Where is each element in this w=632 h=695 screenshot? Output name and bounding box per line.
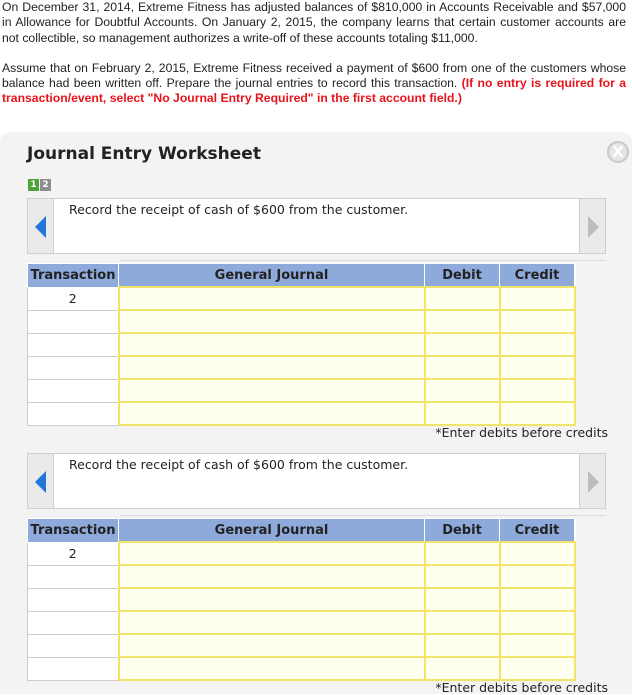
credit-field[interactable] bbox=[500, 310, 575, 333]
debits-note: *Enter debits before credits bbox=[435, 425, 608, 440]
debit-field[interactable] bbox=[425, 310, 500, 333]
transaction-cell bbox=[28, 657, 119, 680]
table-row bbox=[28, 634, 575, 657]
account-field[interactable] bbox=[119, 657, 425, 680]
step-indicator bbox=[28, 179, 51, 191]
table-header-row bbox=[28, 519, 575, 543]
transaction-cell bbox=[28, 588, 119, 611]
problem-paragraph-2-text: Assume that on February 2, 2015, Extreme Fitness received a payment of $600 from one of the customers whose balance had been written off. Prepare the journal entries to record this transaction. bbox=[2, 60, 626, 91]
column-header-transaction: Transaction bbox=[28, 519, 119, 543]
credit-field[interactable] bbox=[500, 657, 575, 680]
account-field[interactable] bbox=[119, 542, 425, 565]
column-header-general-journal: General Journal bbox=[119, 264, 425, 288]
entry-description: Record the receipt of cash of $600 from the customer. bbox=[69, 457, 409, 472]
close-button[interactable] bbox=[607, 141, 629, 163]
table-row bbox=[28, 402, 575, 425]
credit-field[interactable] bbox=[500, 611, 575, 634]
close-icon: X bbox=[612, 143, 624, 161]
arrow-right-icon bbox=[588, 471, 599, 493]
entry-description: Record the receipt of cash of $600 from the customer. bbox=[69, 202, 409, 217]
debit-field[interactable] bbox=[425, 611, 500, 634]
debit-field[interactable] bbox=[425, 402, 500, 425]
debit-field[interactable] bbox=[425, 565, 500, 588]
debit-field[interactable] bbox=[425, 657, 500, 680]
debit-field[interactable] bbox=[425, 287, 500, 310]
transaction-cell bbox=[28, 333, 119, 356]
debit-field[interactable] bbox=[425, 333, 500, 356]
account-field[interactable] bbox=[119, 402, 425, 425]
credit-field[interactable] bbox=[500, 565, 575, 588]
account-field[interactable] bbox=[119, 611, 425, 634]
table-row bbox=[28, 611, 575, 634]
transaction-cell bbox=[28, 565, 119, 588]
step-2-tab[interactable]: 2 bbox=[40, 179, 51, 191]
account-field[interactable] bbox=[119, 333, 425, 356]
instruction-text: (If no entry is required for a transaction/event, select "No Journal Entry Required" in the first account field.) bbox=[2, 76, 627, 106]
arrow-left-icon bbox=[35, 216, 46, 238]
table-row bbox=[28, 588, 575, 611]
table-header-row bbox=[28, 264, 575, 288]
debit-field[interactable] bbox=[425, 542, 500, 565]
next-entry-button[interactable] bbox=[579, 199, 605, 253]
table-row bbox=[28, 542, 575, 565]
previous-entry-button[interactable] bbox=[28, 454, 54, 508]
transaction-cell bbox=[28, 356, 119, 379]
credit-field[interactable] bbox=[500, 333, 575, 356]
table-row bbox=[28, 287, 575, 310]
table-row bbox=[28, 379, 575, 402]
credit-field[interactable] bbox=[500, 402, 575, 425]
worksheet-title: Journal Entry Worksheet bbox=[27, 144, 261, 164]
table-row bbox=[28, 565, 575, 588]
debit-field[interactable] bbox=[425, 356, 500, 379]
entry-description-box-1 bbox=[27, 198, 606, 254]
debit-field[interactable] bbox=[425, 588, 500, 611]
account-field[interactable] bbox=[119, 588, 425, 611]
transaction-cell bbox=[28, 634, 119, 657]
column-header-debit: Debit bbox=[425, 264, 500, 288]
transaction-cell bbox=[28, 310, 119, 333]
table-row bbox=[28, 333, 575, 356]
transaction-cell bbox=[28, 379, 119, 402]
table-row bbox=[28, 657, 575, 680]
debits-note: *Enter debits before credits bbox=[435, 680, 608, 695]
entry-description-box-2 bbox=[27, 453, 606, 509]
problem-statement bbox=[2, 0, 626, 107]
problem-paragraph-1: On December 31, 2014, Extreme Fitness has adjusted balances of $810,000 in Accounts Receivable and $57,000 in Allowance for Doubtful Accounts. On January 2, 2015, the company learns that certain customer accounts are not collectible, so management authorizes a write-off of these accounts totaling $11,000. bbox=[2, 0, 626, 45]
previous-entry-button[interactable] bbox=[28, 199, 54, 253]
step-1-tab[interactable]: 1 bbox=[28, 179, 39, 191]
journal-table-1 bbox=[27, 263, 576, 426]
divider bbox=[120, 515, 606, 516]
column-header-debit: Debit bbox=[425, 519, 500, 543]
account-field[interactable] bbox=[119, 634, 425, 657]
account-field[interactable] bbox=[119, 565, 425, 588]
credit-field[interactable] bbox=[500, 287, 575, 310]
column-header-transaction: Transaction bbox=[28, 264, 119, 288]
transaction-cell bbox=[28, 402, 119, 425]
journal-table-2 bbox=[27, 518, 576, 681]
arrow-left-icon bbox=[35, 471, 46, 493]
credit-field[interactable] bbox=[500, 356, 575, 379]
debit-field[interactable] bbox=[425, 634, 500, 657]
column-header-credit: Credit bbox=[500, 519, 575, 543]
column-header-credit: Credit bbox=[500, 264, 575, 288]
account-field[interactable] bbox=[119, 379, 425, 402]
divider bbox=[120, 260, 606, 261]
credit-field[interactable] bbox=[500, 542, 575, 565]
table-row bbox=[28, 356, 575, 379]
transaction-cell: 2 bbox=[28, 542, 119, 565]
table-row bbox=[28, 310, 575, 333]
credit-field[interactable] bbox=[500, 634, 575, 657]
next-entry-button[interactable] bbox=[579, 454, 605, 508]
problem-paragraph-2 bbox=[2, 61, 626, 107]
column-header-general-journal: General Journal bbox=[119, 519, 425, 543]
transaction-cell bbox=[28, 611, 119, 634]
arrow-right-icon bbox=[588, 216, 599, 238]
account-field[interactable] bbox=[119, 287, 425, 310]
transaction-cell: 2 bbox=[28, 287, 119, 310]
debit-field[interactable] bbox=[425, 379, 500, 402]
credit-field[interactable] bbox=[500, 379, 575, 402]
account-field[interactable] bbox=[119, 356, 425, 379]
account-field[interactable] bbox=[119, 310, 425, 333]
credit-field[interactable] bbox=[500, 588, 575, 611]
